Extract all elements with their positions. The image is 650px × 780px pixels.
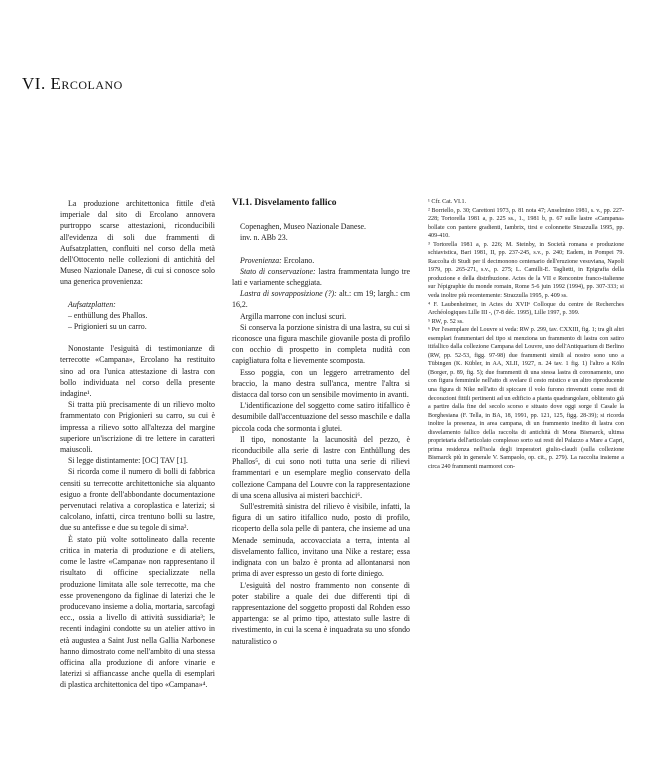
- chapter-number: VI.: [22, 74, 46, 93]
- intro-paragraph: Si legge distintamente: [OC] TAV [1].: [68, 456, 188, 466]
- intro-paragraph: Si ricorda come il numero di bolli di fabbrica censiti su terrecotte architettoniche sia alquanto esiguo a fronte dell'abbondante documentazione pervenutaci relativa a coroplastica e laterizi; si calcolano, infatti, circa trentuno bolli su lastre, due su antefisse e due su tegole di sima².: [60, 467, 215, 533]
- chapter-title: [22, 74, 123, 94]
- inventory-line: inv. n. ABb 23.: [240, 233, 288, 243]
- catalogue-column: [232, 198, 410, 647]
- footnote: ⁶ Per l'esemplare del Louvre si veda: RW p. 299, tav. CXXIII, fig. 1; tra gli altri esemplari frammentari del tipo si menziona un frammento di lastra con satiro itifallico dalla collezione Campana del Louvre, uno dell'Antiquarium di Berlino (RW, pp. 52-53, figg. 97-98) due frammenti simili al nostro sono uno a Tübingen (K. Kübler, in AA, XLII, 1927, n. 24 tav. 1 fig. 1) l'altro a Köln (Borger, p. 89, fig. 5); due frammenti di una stessa lastra di coronamento, uno con figura femminile nell'atto di svelare il cesto mistico e un altro riproducente una figura di Nike nell'atto di spiccare il volo furono rinvenuti come resti di decorazioni fittili pertinenti ad un edificio a pianta quadrangolare, obliterato già a partire dalla fine del secolo scorso e situato dove oggi sorge il Casale la Borghesiana (F. Tella, in BA, 18, 1991, pp. 121, 125, figg. 28-39); si ricorda inoltre la presenza, in area campana, di un frammento inedito di lastra con disvelamento fallico della raccolta di antichità di Mona Bismarck, ultima proprietaria dell'articolato complesso sorto sui resti del Palazzo a Mare a Capri, prima residenza nell'isola degli imperatori giulio-claudi (sulla collezione Bismarck più in generale V. Sampaolo, op. cit., p. 279). La raccolta insieme a circa 240 frammenti marmorei con-: [428, 327, 624, 470]
- description-paragraph: L'esiguità del nostro frammento non consente di poter stabilire a quale dei due differenti tipi di rappresentazione del soggetto proposti dal Rohden esso appartenga: se al primo tipo, attestato sulle lastre di rivestimento, in cui la scena è inquadrata su uno sfondo naturalistico o: [232, 580, 410, 646]
- description-paragraph: Sull'estremità sinistra del rilievo è visibile, infatti, la figura di un satiro itifallico nudo, posto di profilo, ricoperto della sola pelle di pantera, che insieme ad una Menade seminuda, accovacciata a terra, intenta al disvelamento fallico, invitano una Nike a restare; essa indignata con un balzo è pronta ad allontanarsi non prima di aver espresso un gesto di forte diniego.: [232, 502, 410, 579]
- chapter-name: Ercolano: [50, 74, 123, 93]
- location-line: Copenaghen, Museo Nazionale Danese.: [240, 222, 366, 232]
- description-paragraph: L'identificazione del soggetto come satiro itifallico è desumibile dall'accentuazione del sesso maschile e dalla piccola coda che sormonta i glutei.: [232, 401, 410, 433]
- footnote: ³ Tortorella 1981 a, p. 226; M. Steinby, in Società romana e produzione schiavistica, Bari 1981, II, pp. 237-245, s.v., p. 240; Eadem, in Pompei 79. Raccolta di Studi per il decimonono centenario dell'eruzione vesuviana, Napoli 1979, pp. 265-271, s.v., p. 275; L. Camilli-E. Taglietti, in Epigrafia della produzione e della distribuzione. Actes de la VII e Rencontre franco-italienne sur l'épigraphie du monde romain, Rome 5-6 juin 1992 (1994), pp. 307-333; si veda inoltre più recentemente: Strazzulla 1995, p. 409 ss.: [428, 241, 624, 300]
- footnote: ² Borriello, p. 30; Carettoni 1973, p. 81 nota 47; Anselmino 1981, s. v., pp. 227-228; Tortorella 1981 a, p. 225 ss., 1., 1981 b, p. 67 sulle lastre «Campana» bollate con pantere gradienti, Iambrix, tirsi e colonnette Strazzulla 1995, pp. 409-410.: [428, 207, 624, 240]
- intro-paragraph: La produzione architettonica fittile d'età imperiale dal sito di Ercolano annovera purtroppo scarse attestazioni, riconducibili all'evidenza di soli due frammenti di Aufsatzplatten, confluiti nel corso della metà dell'Ottocento nelle collezioni di antichità del Museo Nazionale Danese, di cui si conosce solo una generica provenienza:: [60, 199, 215, 287]
- intro-paragraph: Si tratta più precisamente di un rilievo molto frammentato con Prigionieri su carro, su cui è impressa a rilievo sotto all'altezza del margine superiore un'iscrizione di tre lettere in caratteri maiuscoli.: [60, 400, 215, 455]
- description-paragraph: Il tipo, nonostante la lacunosità del pezzo, è riconducibile alla serie di lastre con Enthüllung des Phallos⁵, di cui sono noti tutta una serie di rilievi frammentari e un esemplare meglio conservato della collezione Campana del Louvre con la rappresentazione di una scena allusiva ai misteri bacchici⁶.: [232, 434, 410, 500]
- footnote: ⁵ RW, p. 52 ss.: [428, 318, 464, 325]
- intro-column: [60, 198, 215, 691]
- conservation-line: Stato di conservazione: lastra frammentata lungo tre lati e variamente scheggiata.: [232, 266, 410, 288]
- list-title: Aufsatzplatten:: [68, 299, 116, 309]
- list-item: – Prigionieri su un carro.: [68, 322, 147, 332]
- description-paragraph: Si conserva la porzione sinistra di una lastra, su cui si riconosce una figura maschile giovanile posta di profilo con occhio di prospetto in completa nudità con capigliatura folta e lievemente scomposta.: [232, 322, 410, 366]
- footnote: ¹ Cfr. Cat. VI.1.: [428, 199, 467, 205]
- description-paragraph: Esso poggia, con un leggero arretramento del braccio, la mano destra sull'anca, mentre l'altra si distacca dal torso con un sensibile movimento in avanti.: [232, 367, 410, 400]
- intro-paragraph: Nonostante l'esiguità di testimonianze di terrecotte «Campana», Ercolano ha restituito sino ad ora l'unica attestazione di lastra con bollo individuata nel corso della presente indagine¹.: [60, 344, 215, 399]
- footnote: ⁴ F. Laubenheimer, in Actes du XVIIᵉ Colloque du centre de Recherches Archéologiques Lille III -, (7-8 déc. 1995), Lille 1997, p. 399.: [428, 301, 624, 317]
- section-heading: VI.1. Disvelamento fallico: [232, 198, 337, 208]
- provenance-line: Provenienza: Ercolano.: [240, 255, 315, 265]
- dimensions-line: Lastra di sovrapposizione (?): alt.: cm 19; largh.: cm 16,2.: [232, 289, 410, 310]
- list-item: – enthüllung des Phallos.: [68, 310, 148, 320]
- intro-paragraph: È stato più volte sottolineato dalla recente critica in materia di produzione e di ateliers, come le lastre «Campana» non rappresentano il risultato di officine specializzate nella produzione limitata alle sole terrecotte, ma che esse provenengono da figlinae di laterizi che le producevano insieme a dolia, mortaria, sarcofagi ecc., ossia a livello di attività sussidiaria³; le recenti indagini condotte su un atelier attivo in età augustea a Saint Just nella Gallia Narbonese hanno dimostrato come nell'ambito di una stessa officina alla produzione di anfore vinarie e laterizi si affiancasse anche quella di esemplari di plastica architettonica del tipo «Campana»⁴.: [60, 534, 215, 690]
- clay-line: Argilla marrone con inclusi scuri.: [240, 311, 347, 321]
- footnotes-column: [428, 198, 624, 472]
